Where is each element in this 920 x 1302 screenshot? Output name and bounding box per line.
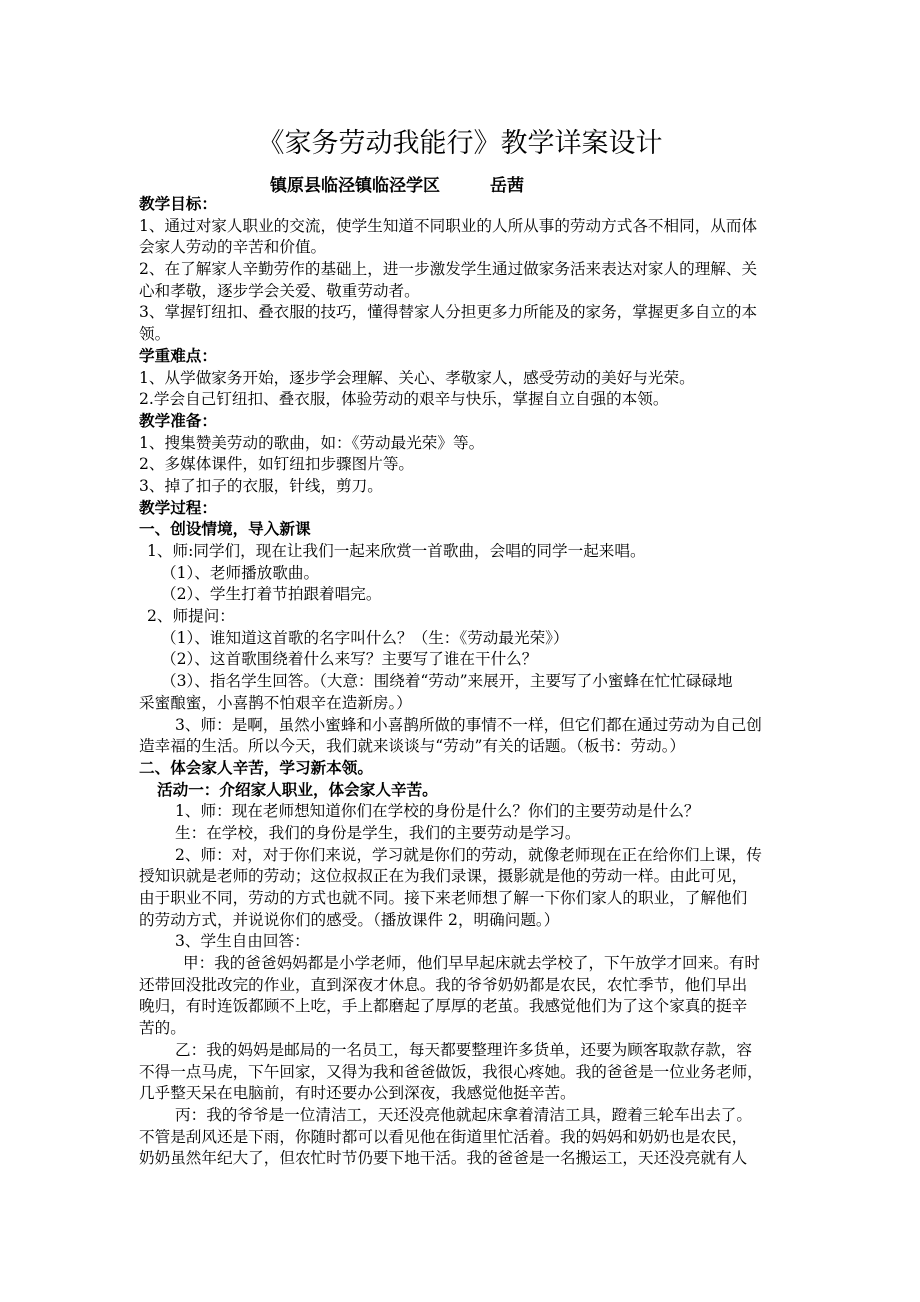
author-organization: 镇原县临泾镇临泾学区 bbox=[270, 176, 440, 196]
text-line: 苦的。 bbox=[139, 1019, 186, 1038]
text-line: 1、师:同学们，现在让我们一起来欣赏一首歌曲，会唱的同学一起来唱。 bbox=[147, 542, 646, 560]
text-line: （2）、学生打着节拍跟着唱完。 bbox=[161, 585, 382, 604]
section-heading: 教学目标： bbox=[139, 195, 217, 213]
text-line: 还带回没批改完的作业，直到深夜才休息。我的爷爷奶奶都是农民，农忙季节，他们早出 bbox=[139, 975, 748, 994]
text-line: 奶奶虽然年纪大了，但农忙时节仍要下地干活。我的爸爸是一名搬运工，天还没亮就有人 bbox=[139, 1149, 748, 1168]
text-line: 2、多媒体课件，如钉纽扣步骤图片等。 bbox=[139, 455, 415, 474]
text-line: 几乎整天呆在电脑前，有时还要办公到深夜，我感觉他挺辛苦。 bbox=[139, 1084, 576, 1103]
section-heading: 一、创设情境，导入新课 bbox=[139, 520, 311, 539]
section-heading: 二、体会家人辛苦，学习新本领。 bbox=[139, 758, 373, 777]
section-heading: 教学过程： bbox=[139, 498, 217, 517]
text-line: 3、掉了扣子的衣服，针线，剪刀。 bbox=[139, 476, 383, 495]
author-name: 岳茜 bbox=[490, 176, 524, 196]
text-line: 3、师：是啊，虽然小蜜蜂和小喜鹊所做的事情不一样，但它们都在通过劳动为自己创 bbox=[175, 715, 762, 734]
text-line: （1）、谁知道这首歌的名字叫什么？（生：《劳动最光荣》） bbox=[161, 628, 569, 647]
text-line: 不管是刮风还是下雨，你随时都可以看见他在街道里忙活着。我的妈妈和奶奶也是农民， bbox=[139, 1127, 748, 1146]
text-line: 造幸福的生活。所以今天，我们就来谈谈与“劳动”有关的话题。（板书：劳动。） bbox=[139, 737, 686, 756]
text-line: 甲：我的爸爸妈妈都是小学老师，他们早早起床就去学校了，下午放学才回来。有时 bbox=[183, 954, 760, 973]
text-line: 授知识就是老师的劳动；这位叔叔正在为我们录课，摄影就是他的劳动一样。由此可见， bbox=[139, 867, 748, 886]
text-line: 2.学会自己钉纽扣、叠衣服，体验劳动的艰辛与快乐，掌握自立自强的本领。 bbox=[139, 390, 669, 409]
section-heading: 学重难点： bbox=[139, 346, 217, 365]
document-body bbox=[139, 194, 789, 1170]
text-line: 丙：我的爷爷是一位清洁工，天还没亮他就起床拿着清洁工具，蹬着三轮车出去了。 bbox=[175, 1105, 752, 1124]
text-line: 的劳动方式，并说说你们的感受。（播放课件 2，明确问题。） bbox=[139, 910, 560, 929]
text-line: 2、师提问： bbox=[147, 607, 235, 626]
text-line: 1、师：现在老师想知道你们在学校的身份是什么？你们的主要劳动是什么？ bbox=[175, 802, 700, 821]
document-subtitle bbox=[270, 171, 524, 196]
text-line: 2、在了解家人辛勤劳作的基础上，进一步激发学生通过做家务活来表达对家人的理解、关 bbox=[139, 260, 758, 279]
text-line: 乙：我的妈妈是邮局的一名员工，每天都要整理许多货单，还要为顾客取款存款，容 bbox=[175, 1040, 752, 1059]
document-title: 《家务劳动我能行》教学详案设计 bbox=[257, 128, 663, 159]
text-line: 采蜜酿蜜，小喜鹊不怕艰辛在造新房。） bbox=[139, 693, 412, 712]
text-line: 3、掌握钉纽扣、叠衣服的技巧，懂得替家人分担更多力所能及的家务，掌握更多自立的本 bbox=[139, 303, 758, 322]
text-line: 晚归，有时连饭都顾不上吃，手上都磨起了厚厚的老茧。我感觉他们为了这个家真的挺辛 bbox=[139, 997, 748, 1016]
text-line: 领。 bbox=[139, 325, 171, 344]
text-line: 1、搜集赞美劳动的歌曲，如：《劳动最光荣》等。 bbox=[139, 433, 485, 452]
text-line: （2）、这首歌围绕着什么来写？主要写了谁在干什么？ bbox=[161, 650, 538, 669]
text-line: 1、通过对家人职业的交流，使学生知道不同职业的人所从事的劳动方式各不相同，从而体 bbox=[139, 216, 758, 235]
text-line: 心和孝敬，逐步学会关爱、敬重劳动者。 bbox=[139, 281, 420, 300]
text-line: 由于职业不同，劳动的方式也就不同。接下来老师想了解一下你们家人的职业，了解他们 bbox=[139, 889, 748, 907]
text-line: 2、师：对，对于你们来说，学习就是你们的劳动，就像老师现在正在给你们上课，传 bbox=[175, 845, 762, 864]
section-heading: 活动一：介绍家人职业，体会家人辛苦。 bbox=[157, 780, 438, 799]
text-line: 生：在学校，我们的身份是学生，我们的主要劳动是学习。 bbox=[175, 823, 581, 842]
text-line: 3、学生自由回答： bbox=[175, 932, 310, 951]
text-line: 会家人劳动的辛苦和价值。 bbox=[139, 238, 327, 257]
text-line: 不得一点马虎，下午回家，又得为我和爸爸做饭，我很心疼她。我的爸爸是一位业务老师， bbox=[139, 1062, 763, 1081]
text-line: （3）、指名学生回答。（大意：围绕着“劳动”来展开，主要写了小蜜蜂在忙忙碌碌地 bbox=[161, 672, 733, 691]
text-line: 1、从学做家务开始，逐步学会理解、关心、孝敬家人，感受劳动的美好与光荣。 bbox=[139, 368, 695, 387]
section-heading: 教学准备： bbox=[139, 411, 217, 430]
text-line: （1）、老师播放歌曲。 bbox=[161, 563, 320, 582]
